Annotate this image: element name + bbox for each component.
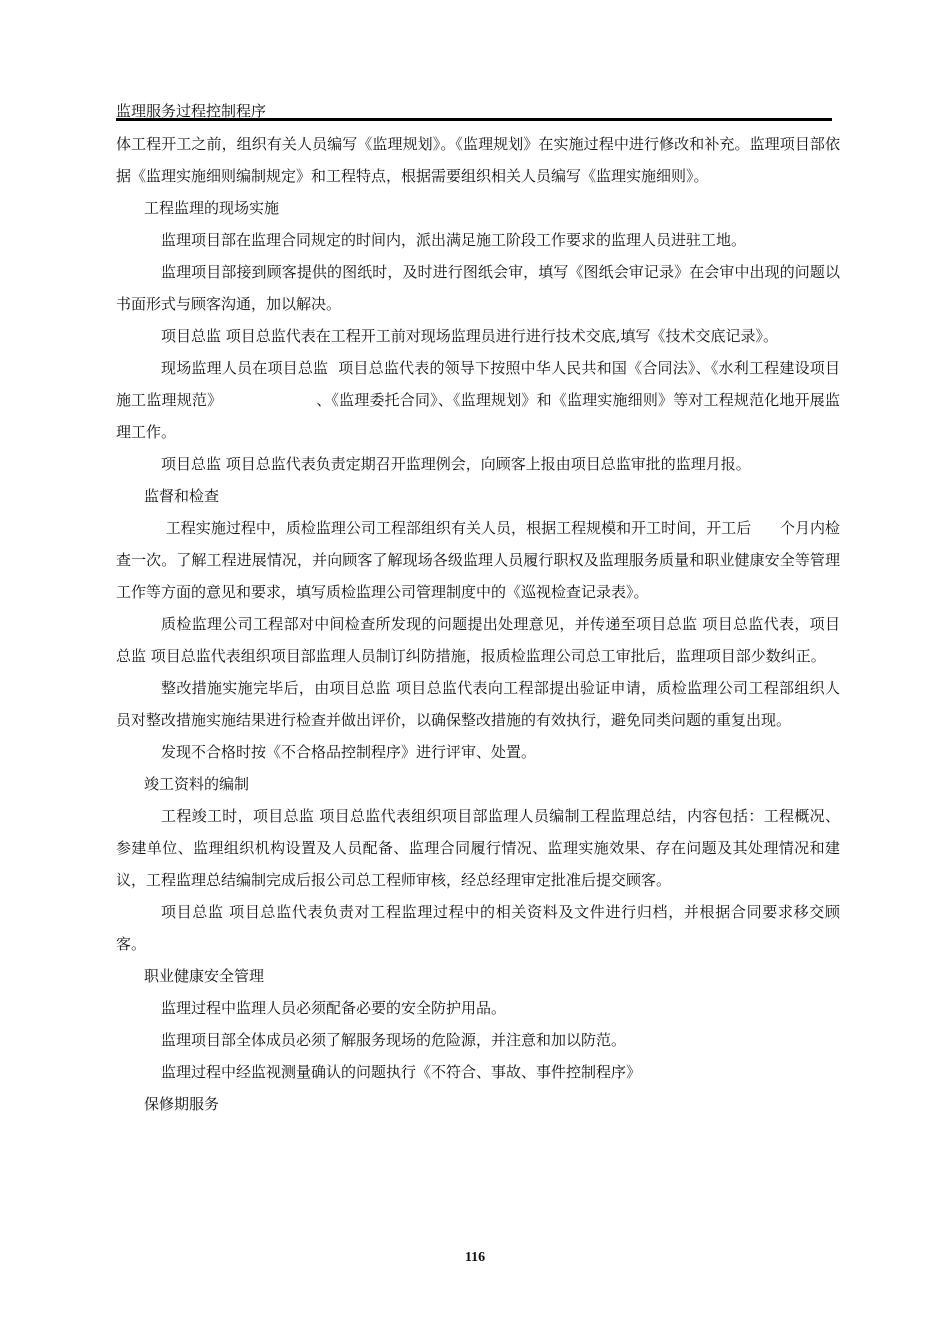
- section-heading-supervision-inspection: 监督和检查: [144, 487, 220, 505]
- paragraph: 整改措施实施完毕后，由项目总监 项目总监代表向工程部提出验证申请，质检监理公司工程部组织人员对整改措施实施结果进行检查并做出评价，以确保整改措施的有效执行，避免同类问题的重复出现。: [116, 679, 840, 729]
- running-header-title: 监理服务过程控制程序: [116, 102, 267, 120]
- paragraph: 质检监理公司工程部对中间检查所发现的问题提出处理意见，并传递至项目总监 项目总监代表，项目总监 项目总监代表组织项目部监理人员制订纠防措施，报质检监理公司总工审批后，监理项目部少数纠正。: [116, 615, 840, 665]
- paragraph: 监理项目部全体成员必须了解服务现场的危险源，并注意和加以防范。: [161, 1031, 627, 1049]
- paragraph: 项目总监 项目总监代表负责定期召开监理例会，向顾客上报由项目总监审批的监理月报。: [161, 455, 751, 473]
- paragraph: 监理项目部接到顾客提供的图纸时，及时进行图纸会审，填写《图纸会审记录》在会审中出现的问题以书面形式与顾客沟通，加以解决。: [116, 263, 840, 313]
- paragraph: 现场监理人员在项目总监 项目总监代表的领导下按照中华人民共和国《合同法》、《水利工程建设项目施工监理规范》 、《监理委托合同》、《监理规划》和《监理实施细则》等对工程规范化地开展监理工作。: [116, 359, 840, 441]
- paragraph: 监理项目部在监理合同规定的时间内，派出满足施工阶段工作要求的监理人员进驻工地。: [161, 231, 747, 249]
- paragraph: 工程竣工时，项目总监 项目总监代表组织项目部监理人员编制工程监理总结，内容包括：工程概况、参建单位、监理组织机构设置及人员配备、监理合同履行情况、监理实施效果、存在问题及其处理情况和建议，工程监理总结编制完成后报公司总工程师审核，经总经理审定批准后提交顾客。: [116, 807, 840, 889]
- section-heading-occupational-safety: 职业健康安全管理: [144, 967, 265, 985]
- page-body: [116, 128, 840, 1120]
- paragraph: 项目总监 项目总监代表负责对工程监理过程中的相关资料及文件进行归档，并根据合同要求移交顾客。: [116, 903, 840, 953]
- paragraph: 监理过程中经监视测量确认的问题执行《不符合、事故、事件控制程序》: [161, 1063, 642, 1081]
- paragraph-continuation: 体工程开工之前，组织有关人员编写《监理规划》。《监理规划》在实施过程中进行修改和补充。监理项目部依据《监理实施细则编制规定》和工程特点，根据需要组织相关人员编写《监理实施细则》。: [116, 135, 840, 185]
- paragraph: 监理过程中监理人员必须配备必要的安全防护用品。: [161, 999, 507, 1017]
- section-heading-completion-documents: 竣工资料的编制: [144, 775, 250, 793]
- section-heading-warranty-service: 保修期服务: [144, 1095, 220, 1113]
- paragraph: 发现不合格时按《不合格品控制程序》进行评审、处置。: [161, 743, 537, 761]
- header-rule: [116, 118, 832, 121]
- page-number: 116: [464, 1250, 486, 1265]
- section-heading-site-implementation: 工程监理的现场实施: [144, 199, 280, 217]
- paragraph: 工程实施过程中，质检监理公司工程部组织有关人员，根据工程规模和开工时间，开工后 个月内检查一次。了解工程进展情况，并向顾客了解现场各级监理人员履行职权及监理服务质量和职业健康安全等管理工作等方面的意见和要求，填写质检监理公司管理制度中的《巡视检查记录表》。: [116, 519, 840, 601]
- paragraph: 项目总监 项目总监代表在工程开工前对现场监理员进行进行技术交底,填写《技术交底记录》。: [161, 327, 779, 345]
